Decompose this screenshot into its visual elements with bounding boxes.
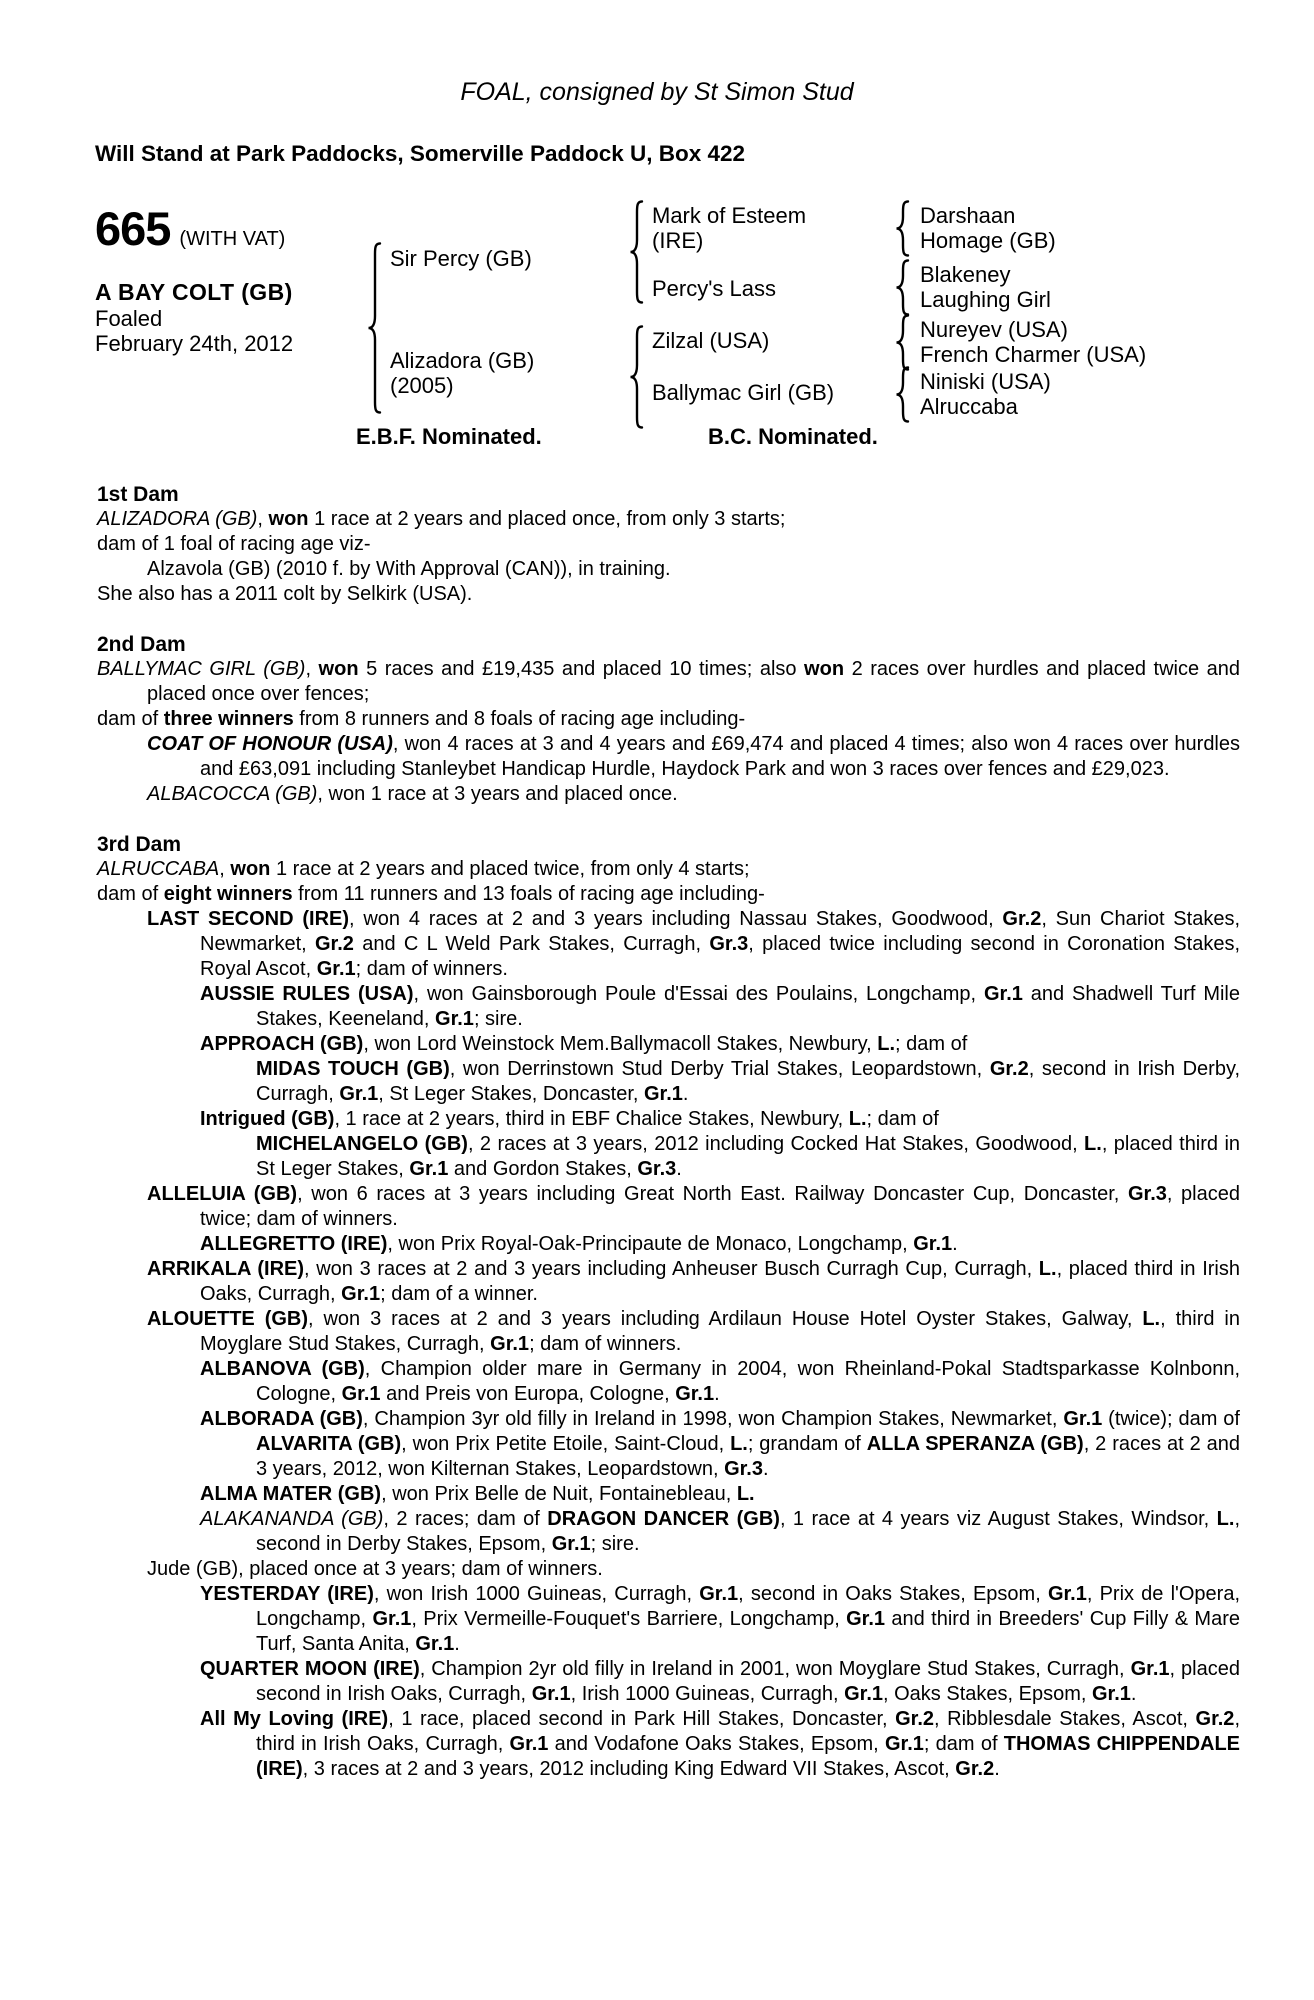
- pedigree-paragraph: ALBACOCCA (GB), won 1 race at 3 years and placed once.: [147, 783, 678, 805]
- pedigree-brace: [628, 325, 644, 429]
- pedigree-paragraph: COAT OF HONOUR (USA), won 4 races at 3 and 4 years and £69,474 and placed 4 times; also won 4 races over hurdles and £63,091 including Stanleybet Handicap Hurdle, Haydock Park and won 3 races over fences and £29,023.: [147, 733, 1241, 780]
- pedigree-paragraph: BALLYMAC GIRL (GB), won 5 races and £19,435 and placed 10 times; also won 2 races over hurdles and placed twice and placed once over fences;: [97, 658, 1240, 705]
- pedigree-brace: [894, 259, 910, 316]
- bc-nominated: B.C. Nominated.: [708, 424, 878, 449]
- pedigree-paragraph: AUSSIE RULES (USA), won Gainsborough Poule d'Essai des Poulains, Longchamp, Gr.1 and Shadwell Turf Mile Stakes, Keeneland, Gr.1; sire.: [200, 983, 1240, 1030]
- pedigree-paragraph: ALMA MATER (GB), won Prix Belle de Nuit, Fontainebleau, L.: [200, 1483, 755, 1505]
- pedigree-paragraph: ARRIKALA (IRE), won 3 races at 2 and 3 years including Anheuser Busch Curragh Cup, Curragh, L., placed third in Irish Oaks, Curragh, Gr.1; dam of a winner.: [147, 1258, 1240, 1305]
- pedigree-paragraph: Intrigued (GB), 1 race at 2 years, third in EBF Chalice Stakes, Newbury, L.; dam of: [200, 1108, 939, 1130]
- sire-dam-name: Percy's Lass: [652, 276, 777, 301]
- pedigree-brace: [366, 242, 382, 414]
- page-title: FOAL, consigned by St Simon Stud: [460, 78, 854, 106]
- great-grandsire-4: Niniski (USA): [920, 369, 1051, 394]
- great-grandsire-1: Darshaan: [920, 203, 1016, 228]
- foaled-date: February 24th, 2012: [95, 331, 294, 356]
- section-heading: 3rd Dam: [97, 833, 182, 856]
- lot-row: [95, 202, 286, 255]
- pedigree-paragraph: YESTERDAY (IRE), won Irish 1000 Guineas, Curragh, Gr.1, second in Oaks Stakes, Epsom, Gr.1, Prix de l'Opera, Longchamp, Gr.1, Prix Vermeille-Fouquet's Barriere, Longchamp, Gr.1 and third in Breeders' Cup Filly & Mare Turf, Santa Anita, Gr.1.: [200, 1583, 1240, 1655]
- dam-name: Alizadora (GB): [390, 348, 535, 373]
- pedigree-paragraph: ALBORADA (GB), Champion 3yr old filly in Ireland in 1998, won Champion Stakes, Newmarket, Gr.1 (twice); dam of ALVARITA (GB), won Prix Petite Etoile, Saint-Cloud, L.; grandam of ALLA SPERANZA (GB), 2 races at 2 and 3 years, 2012, won Kilternan Stakes, Leopardstown, Gr.3.: [200, 1408, 1241, 1480]
- ebf-nominated: E.B.F. Nominated.: [356, 424, 542, 449]
- great-granddam-4: Alruccaba: [920, 394, 1018, 419]
- pedigree-paragraph: ALAKANANDA (GB), 2 races; dam of DRAGON DANCER (GB), 1 race at 4 years viz August Stakes, Windsor, L., second in Derby Stakes, Epsom, Gr.1; sire.: [200, 1508, 1240, 1555]
- pedigree-paragraph: MICHELANGELO (GB), 2 races at 3 years, 2012 including Cocked Hat Stakes, Goodwood, L., placed third in St Leger Stakes, Gr.1 and Gordon Stakes, Gr.3.: [256, 1133, 1241, 1180]
- pedigree-paragraph: Alzavola (GB) (2010 f. by With Approval (CAN)), in training.: [147, 558, 671, 580]
- pedigree-paragraph: ALRUCCABA, won 1 race at 2 years and placed twice, from only 4 starts;: [97, 858, 750, 880]
- great-grandsire-2: Blakeney: [920, 262, 1011, 287]
- pedigree-brace: [894, 200, 910, 257]
- pedigree-brace: [628, 200, 644, 304]
- sire-sire-name: Mark of Esteem: [652, 203, 807, 228]
- pedigree-paragraph: APPROACH (GB), won Lord Weinstock Mem.Ballymacoll Stakes, Newbury, L.; dam of: [200, 1033, 968, 1055]
- horse-name: A BAY COLT (GB): [95, 279, 293, 305]
- sire-name: Sir Percy (GB): [390, 246, 532, 271]
- pedigree-brace: [894, 314, 910, 371]
- pedigree-paragraph: dam of three winners from 8 runners and 8 foals of racing age including-: [97, 708, 746, 730]
- vat-note: (WITH VAT): [179, 228, 286, 250]
- pedigree-paragraph: She also has a 2011 colt by Selkirk (USA).: [97, 583, 473, 605]
- pedigree-paragraph: Jude (GB), placed once at 3 years; dam of winners.: [147, 1558, 603, 1580]
- lot-number: 665: [95, 202, 171, 255]
- great-grandsire-3: Nureyev (USA): [920, 317, 1068, 342]
- pedigree-paragraph: ALLELUIA (GB), won 6 races at 3 years including Great North East. Railway Doncaster Cup, Doncaster, Gr.3, placed twice; dam of winners.: [147, 1183, 1240, 1230]
- sire-sire-name-suffix: (IRE): [652, 228, 704, 253]
- pedigree-paragraph: ALBANOVA (GB), Champion older mare in Germany in 2004, won Rheinland-Pokal Stadtsparkasse Kolnbonn, Cologne, Gr.1 and Preis von Europa, Cologne, Gr.1.: [200, 1358, 1241, 1405]
- stand-location: Will Stand at Park Paddocks, Somerville Paddock U, Box 422: [95, 141, 746, 166]
- pedigree-details: [97, 457, 1240, 1782]
- foaled-label: Foaled: [95, 306, 163, 331]
- dam-dam-name: Ballymac Girl (GB): [652, 380, 835, 405]
- pedigree-paragraph: ALLEGRETTO (IRE), won Prix Royal-Oak-Principaute de Monaco, Longchamp, Gr.1.: [200, 1233, 958, 1255]
- great-granddam-3: French Charmer (USA): [920, 342, 1147, 367]
- pedigree-paragraph: LAST SECOND (IRE), won 4 races at 2 and 3 years including Nassau Stakes, Goodwood, Gr.2, Sun Chariot Stakes, Newmarket, Gr.2 and C L Weld Park Stakes, Curragh, Gr.3, placed twice including second in Coronation Stakes, Royal Ascot, Gr.1; dam of winners.: [147, 908, 1241, 980]
- pedigree-paragraph: ALOUETTE (GB), won 3 races at 2 and 3 years including Ardilaun House Hotel Oyster Stakes, Galway, L., third in Moyglare Stud Stakes, Curragh, Gr.1; dam of winners.: [147, 1308, 1240, 1355]
- pedigree-paragraph: MIDAS TOUCH (GB), won Derrinstown Stud Derby Trial Stakes, Leopardstown, Gr.2, second in Irish Derby, Curragh, Gr.1, St Leger Stakes, Doncaster, Gr.1.: [256, 1058, 1241, 1105]
- section-heading: 1st Dam: [97, 483, 179, 506]
- pedigree-table: [0, 0, 1314, 470]
- pedigree-brace: [894, 366, 910, 423]
- pedigree-paragraph: ALIZADORA (GB), won 1 race at 2 years and placed once, from only 3 starts;: [97, 508, 786, 530]
- pedigree-paragraph: dam of 1 foal of racing age viz-: [97, 533, 371, 555]
- pedigree-paragraph: QUARTER MOON (IRE), Champion 2yr old filly in Ireland in 2001, won Moyglare Stud Stakes, Curragh, Gr.1, placed second in Irish Oaks, Curragh, Gr.1, Irish 1000 Guineas, Curragh, Gr.1, Oaks Stakes, Epsom, Gr.1.: [200, 1658, 1240, 1705]
- section-heading: 2nd Dam: [97, 633, 186, 656]
- dam-year: (2005): [390, 373, 454, 398]
- great-granddam-2: Laughing Girl: [920, 287, 1051, 312]
- great-granddam-1: Homage (GB): [920, 228, 1056, 253]
- pedigree-paragraph: All My Loving (IRE), 1 race, placed second in Park Hill Stakes, Doncaster, Gr.2, Ribblesdale Stakes, Ascot, Gr.2, third in Irish Oaks, Curragh, Gr.1 and Vodafone Oaks Stakes, Epsom, Gr.1; dam of THOMAS CHIPPENDALE (IRE), 3 races at 2 and 3 years, 2012 including King Edward VII Stakes, Ascot, Gr.2.: [200, 1708, 1241, 1780]
- pedigree-paragraph: dam of eight winners from 11 runners and 13 foals of racing age including-: [97, 883, 765, 905]
- dam-sire-name: Zilzal (USA): [652, 328, 770, 353]
